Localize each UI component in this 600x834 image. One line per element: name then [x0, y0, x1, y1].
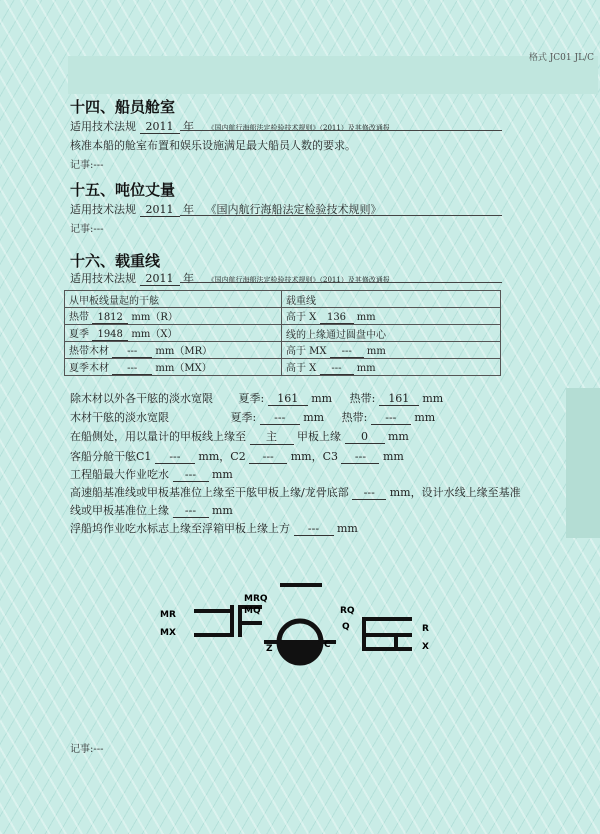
mark-mx: MX	[160, 628, 176, 638]
table-header-row	[65, 291, 501, 308]
mx-line	[194, 633, 232, 637]
s14-year-suffix: 年	[183, 120, 194, 133]
fw-allowance-1	[70, 390, 443, 406]
header-band	[68, 56, 598, 94]
compart-c3: ---	[341, 450, 379, 464]
highspeed-line-2	[70, 502, 233, 518]
eng-value: ---	[173, 468, 209, 482]
cell-label: 高于 MX	[286, 346, 327, 357]
side-unit: mm	[388, 430, 409, 443]
form-code: 格式 JC01 JL/C	[528, 53, 594, 63]
fw2-label: 木材干舷的淡水宽限	[70, 411, 169, 424]
section-14-title: 十四、船员舱室	[70, 98, 176, 116]
s16-rule-prefix: 适用技术法规	[70, 272, 136, 285]
hs-value2: ---	[173, 504, 209, 518]
cell-unit: mm	[356, 312, 376, 323]
fw1-unit: mm	[422, 392, 444, 405]
compart-c1: ---	[155, 450, 195, 464]
fw2-tropical-label: 热带:	[341, 411, 368, 424]
table-header-right: 载重线	[282, 291, 501, 308]
mark-mrq: MRQ	[244, 594, 268, 604]
mark-r: R	[422, 624, 429, 634]
table-row	[65, 308, 501, 325]
eng-line	[70, 466, 233, 482]
table-cell-right	[282, 308, 501, 325]
table-row	[65, 325, 501, 342]
eng-unit: mm	[212, 468, 233, 481]
fw2-unit: mm	[303, 411, 325, 424]
table-cell-right	[282, 325, 501, 342]
fw2-summer-value: ---	[260, 411, 300, 425]
cell-label: 高于 X	[286, 312, 317, 323]
side-tab	[566, 388, 600, 538]
s16-rule-underline	[180, 282, 502, 283]
s14-rule-underline	[180, 130, 502, 131]
compart-c2: ---	[249, 450, 287, 464]
cell-unit: mm	[366, 346, 386, 357]
table-cell-left	[65, 308, 282, 325]
timber-vertical-line	[230, 605, 234, 637]
hs-unit: mm	[212, 504, 233, 517]
cell-unit: mm	[356, 363, 376, 374]
section-16-title: 十六、载重线	[70, 252, 161, 270]
cell-label: 夏季木材	[69, 363, 109, 374]
mark-c: C	[324, 640, 331, 650]
fw1-tropical-value: 161	[379, 392, 419, 406]
cell-value: ---	[112, 363, 152, 375]
s16-year: 2011	[140, 272, 180, 286]
side-value: 0	[345, 430, 385, 444]
section-15-title: 十五、吨位丈量	[70, 181, 176, 199]
deck-line-mark	[280, 583, 322, 587]
s15-rule-prefix: 适用技术法规	[70, 203, 136, 216]
cell-value: ---	[330, 346, 364, 358]
fw1-summer-value: 161	[268, 392, 308, 406]
compart-c3-label: mm，C3	[290, 450, 338, 463]
side-text: 在船侧处，用以量计的甲板线上缘至	[70, 430, 246, 443]
s14-rule-line	[70, 118, 390, 134]
r-line	[362, 647, 412, 651]
cell-label: 热带	[69, 312, 89, 323]
table-row	[65, 359, 501, 376]
s15-rule-text: 《国内航行海船法定检验技术规则》	[205, 203, 382, 216]
fw-allowance-2	[70, 409, 435, 425]
compart-text: 客船分舱干舷C1	[70, 450, 152, 463]
dock-unit: mm	[337, 522, 358, 535]
compart-unit: mm	[382, 450, 404, 463]
side-text2: 甲板上缘	[297, 430, 341, 443]
fw1-tropical-label: 热带:	[349, 392, 376, 405]
s15-year: 2011	[140, 203, 180, 217]
cell-unit: mm（MR）	[155, 346, 213, 357]
s14-rule-prefix: 适用技术法规	[70, 120, 136, 133]
s14-year: 2011	[140, 120, 180, 134]
cell-label: 高于 X	[286, 363, 317, 374]
fw2-tropical-value: ---	[371, 411, 411, 425]
q-line	[362, 633, 412, 637]
hs-text2: mm，设计水线上缘至基准	[389, 486, 521, 499]
mark-q: Q	[342, 622, 350, 632]
s16-note: 记事:---	[70, 744, 104, 755]
fw1-label: 除木材以外各干舷的淡水宽限	[70, 392, 213, 405]
table-cell-left	[65, 342, 282, 359]
mq-line	[238, 621, 262, 625]
table-cell-right	[282, 359, 501, 376]
cell-value: ---	[112, 346, 152, 358]
loadline-table	[64, 290, 501, 376]
side-deck-name: 主	[250, 428, 294, 445]
s15-year-suffix: 年	[183, 203, 194, 216]
dock-value: ---	[294, 522, 334, 536]
table-cell-left	[65, 359, 282, 376]
cell-label: 线的上缘通过圆盘中心	[286, 329, 386, 341]
table-cell-left	[65, 325, 282, 342]
s14-statement: 核准本船的舱室布置和娱乐设施满足最大船员人数的要求。	[70, 139, 356, 152]
mark-mq: MQ	[244, 606, 261, 616]
s14-note: 记事:---	[70, 160, 104, 171]
cell-unit: mm（X）	[131, 329, 178, 340]
mark-z: Z	[266, 644, 273, 654]
cell-value: 136	[320, 312, 354, 324]
s14-rule-text: 《国内航行海船法定检验技术规则》（2011）及其修改通报	[207, 124, 390, 132]
s16-year-suffix: 年	[183, 272, 194, 285]
fw2-unit: mm	[414, 411, 436, 424]
fw1-unit: mm	[311, 392, 333, 405]
cell-value: 1812	[92, 312, 128, 324]
mark-rq: RQ	[340, 606, 355, 616]
s15-rule-underline	[180, 215, 502, 216]
fw2-summer-label: 夏季:	[230, 411, 257, 424]
mr-line	[194, 609, 232, 613]
s15-note: 记事:---	[70, 224, 104, 235]
loadline-mark-diagram	[150, 575, 450, 685]
cell-value: 1948	[92, 329, 128, 341]
rq-line	[362, 617, 412, 621]
hs-text3: 线或甲板基准位上缘	[70, 504, 169, 517]
side-deck-line	[70, 428, 409, 445]
highspeed-line	[70, 484, 521, 500]
compartment-line	[70, 448, 404, 464]
dock-text: 浮船坞作业吃水标志上缘至浮箱甲板上缘上方	[70, 522, 290, 535]
fw1-summer-label: 夏季:	[238, 392, 265, 405]
hs-text: 高速船基准线或甲板基准位上缘至干舷甲板上缘/龙骨底部	[70, 486, 349, 499]
mark-x: X	[422, 642, 429, 652]
s16-rule-text: 《国内航行海船法定检验技术规则》（2011）及其修改通报	[207, 276, 390, 284]
table-header-left: 从甲板线量起的干舷	[65, 291, 282, 308]
hs-value: ---	[352, 486, 386, 500]
dock-line	[70, 520, 358, 536]
cell-label: 热带木材	[69, 346, 109, 357]
compart-c2-label: mm，C2	[198, 450, 246, 463]
eng-text: 工程船最大作业吃水	[70, 468, 169, 481]
cell-value: ---	[320, 363, 354, 375]
s16-rule-line	[70, 270, 390, 286]
table-row	[65, 342, 501, 359]
table-cell-right	[282, 342, 501, 359]
cell-unit: mm（MX）	[155, 363, 212, 374]
mark-mr: MR	[160, 610, 176, 620]
cell-unit: mm（R）	[131, 312, 178, 323]
cell-label: 夏季	[69, 329, 89, 340]
